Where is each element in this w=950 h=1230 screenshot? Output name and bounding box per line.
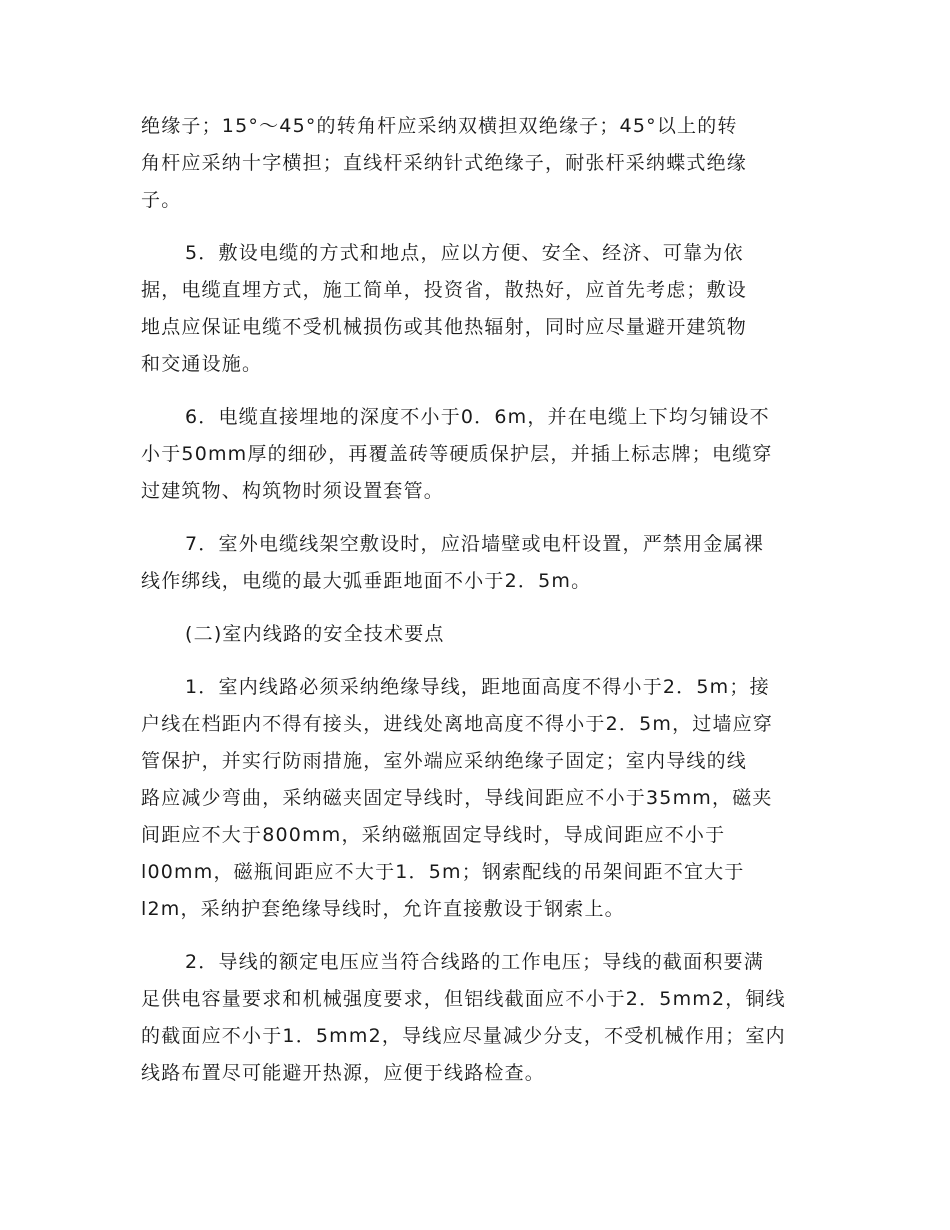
text-line: 子。 — [141, 189, 182, 211]
document-body — [141, 108, 813, 1108]
text-line: 6．电缆直接埋地的深度不小于0．6m，并在电缆上下均匀铺设不 — [185, 406, 770, 428]
text-line: l00mm，磁瓶间距应不大于1．5m；钢索配线的吊架间距不宜大于 — [141, 861, 745, 883]
paragraph-indoor-item-2 — [141, 944, 813, 1092]
paragraph-item-5 — [141, 235, 813, 383]
section-heading-indoor-lines — [141, 616, 813, 653]
text-line: 5．敷设电缆的方式和地点，应以方便、安全、经济、可靠为依 — [185, 242, 744, 264]
text-line: 足供电容量要求和机械强度要求，但铝线截面应不小于2．5mm2，铜线 — [141, 988, 786, 1010]
text-line: 角杆应采纳十字横担；直线杆采纳针式绝缘子，耐张杆采纳蝶式绝缘 — [141, 152, 748, 174]
text-line: 线作绑线，电缆的最大弧垂距地面不小于2．5m。 — [141, 570, 592, 592]
text-line: l2m，采纳护套绝缘导线时，允许直接敷设于钢索上。 — [141, 898, 625, 920]
text-line: 和交通设施。 — [141, 353, 263, 375]
text-line: 据，电缆直埋方式，施工简单，投资省，散热好，应首先考虑；敷设 — [141, 279, 748, 301]
text-line: 线路布置尽可能避开热源，应便于线路检查。 — [141, 1062, 546, 1084]
text-line: 2．导线的额定电压应当符合线路的工作电压；导线的截面积要满 — [185, 951, 764, 973]
paragraph-item-7 — [141, 526, 813, 600]
paragraph-indoor-item-1 — [141, 669, 813, 928]
text-line: 管保护，并实行防雨措施，室外端应采纳绝缘子固定；室内导线的线 — [141, 750, 748, 772]
text-line: 的截面应不小于1．5mm2，导线应尽量减少分支，不受机械作用；室内 — [141, 1025, 786, 1047]
text-line: 过建筑物、构筑物时须设置套管。 — [141, 480, 445, 502]
text-line: 7．室外电缆线架空敷设时，应沿墙壁或电杆设置，严禁用金属裸 — [185, 533, 764, 555]
text-line: 绝缘子；15°～45°的转角杆应采纳双横担双绝缘子；45°以上的转 — [141, 115, 738, 137]
text-line: 地点应保证电缆不受机械损伤或其他热辐射，同时应尽量避开建筑物 — [141, 316, 748, 338]
text-line: 户线在档距内不得有接头，进线处离地高度不得小于2．5m，过墙应穿 — [141, 713, 774, 735]
text-line: 1．室内线路必须采纳绝缘导线，距地面高度不得小于2．5m；接 — [185, 676, 770, 698]
paragraph-insulator — [141, 108, 813, 219]
section-heading-text: (二)室内线路的安全技术要点 — [185, 623, 445, 645]
text-line: 小于50mm厚的细砂，再覆盖砖等硬质保护层，并插上标志牌；电缆穿 — [141, 443, 773, 465]
text-line: 间距应不大于800mm，采纳磁瓶固定导线时，导成间距应不小于 — [141, 824, 726, 846]
paragraph-item-6 — [141, 399, 813, 510]
text-line: 路应减少弯曲，采纳磁夹固定导线时，导线间距应不小于35mm，磁夹 — [141, 787, 773, 809]
